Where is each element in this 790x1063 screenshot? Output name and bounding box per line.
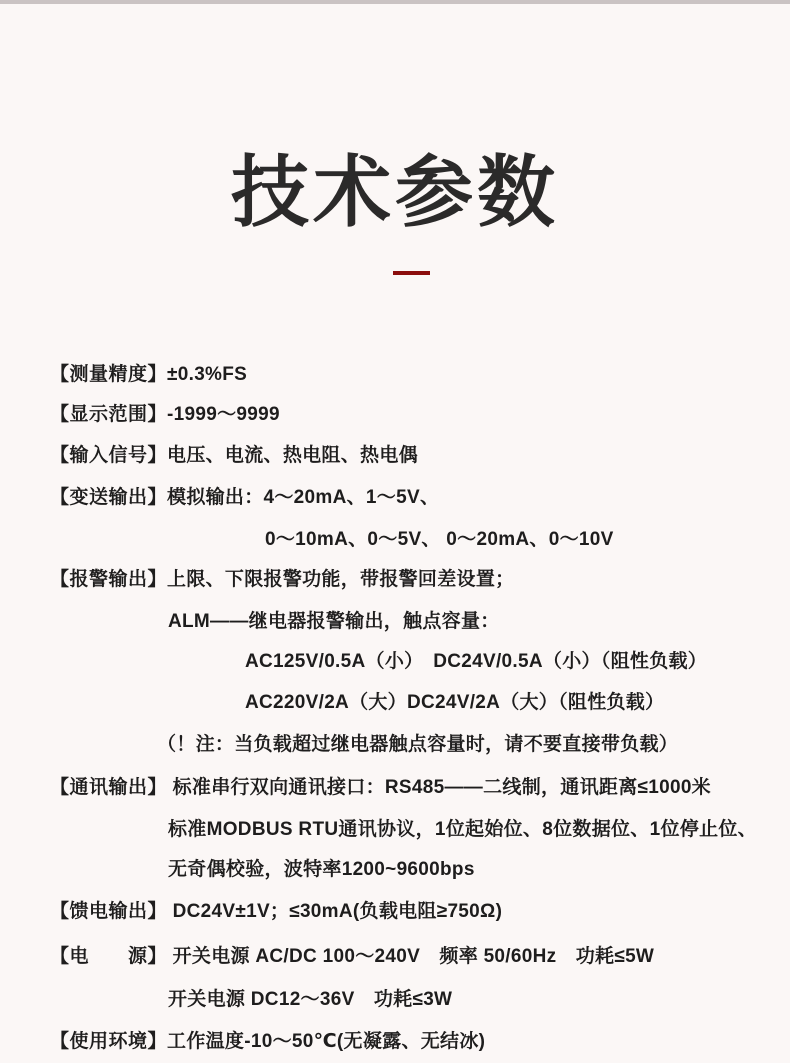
- spec-label: 【显示范围】: [50, 404, 168, 425]
- spec-label: 【馈电输出】: [50, 901, 168, 922]
- spec-text: 标准MODBUS RTU通讯协议，1位起始位、8位数据位、1位停止位、: [168, 819, 757, 840]
- top-border-bar: [0, 0, 790, 4]
- spec-text: 标准串行双向通讯接口：RS485——二线制，通讯距离≤1000米: [167, 777, 711, 798]
- spec-continuation-line: [168, 608, 500, 636]
- spec-text: 模拟输出：4～20mA、1～5V、: [167, 487, 440, 508]
- spec-text: 电压、电流、热电阻、热电偶: [167, 445, 418, 466]
- spec-text: 开关电源 DC12～36V 功耗≤3W: [168, 989, 453, 1010]
- spec-continuation-line: [245, 689, 664, 717]
- title-underline-divider: [393, 271, 430, 275]
- spec-label: 【测量精度】: [50, 364, 168, 385]
- spec-text: DC24V±1V；≤30mA(负载电阻≥750Ω): [167, 901, 503, 922]
- spec-text: -1999～9999: [167, 404, 280, 425]
- spec-label: 【通讯输出】: [50, 777, 168, 798]
- spec-label: 【使用环境】: [50, 1031, 168, 1052]
- spec-continuation-line: [245, 648, 707, 676]
- spec-row-display-range: [50, 401, 280, 429]
- spec-text: AC220V/2A（大）DC24V/2A（大）（阻性负载）: [245, 692, 665, 713]
- spec-text: 0～10mA、0～5V、 0～20mA、0～10V: [265, 529, 614, 550]
- spec-label: 【报警输出】: [50, 569, 168, 590]
- spec-continuation-line: [168, 816, 757, 844]
- spec-text: 无奇偶校验，波特率1200~9600bps: [168, 859, 475, 880]
- spec-row-feed-output: [50, 898, 502, 926]
- spec-continuation-line: [265, 526, 614, 554]
- spec-row-power-supply: [50, 943, 654, 971]
- spec-continuation-line: [168, 856, 475, 884]
- spec-text: 上限、下限报警功能，带报警回差设置；: [167, 569, 515, 590]
- spec-row-comm-output: [50, 774, 711, 802]
- spec-label: 【输入信号】: [50, 445, 168, 466]
- spec-text: （！注：当负载超过继电器触点容量时，请不要直接带负载）: [157, 734, 679, 755]
- spec-text: 工作温度-10～50℃(无凝露、无结冰): [167, 1031, 486, 1052]
- spec-text: ALM——继电器报警输出，触点容量：: [168, 611, 500, 632]
- spec-label: 【变送输出】: [50, 487, 168, 508]
- spec-text: ±0.3%FS: [167, 364, 248, 385]
- spec-continuation-line: [168, 986, 452, 1014]
- spec-row-alarm-output: [50, 566, 514, 594]
- spec-row-transmit-output: [50, 484, 439, 512]
- spec-text: AC125V/0.5A（小） DC24V/0.5A（小）（阻性负载）: [245, 651, 708, 672]
- spec-row-measure-accuracy: [50, 361, 247, 389]
- spec-row-input-signal: [50, 442, 418, 470]
- spec-text: 开关电源 AC/DC 100～240V 频率 50/60Hz 功耗≤5W: [167, 946, 655, 967]
- spec-label: 【电 源】: [50, 946, 168, 967]
- spec-note-line: [157, 731, 678, 759]
- spec-row-environment: [50, 1028, 485, 1056]
- page-title: 技术参数: [230, 148, 559, 237]
